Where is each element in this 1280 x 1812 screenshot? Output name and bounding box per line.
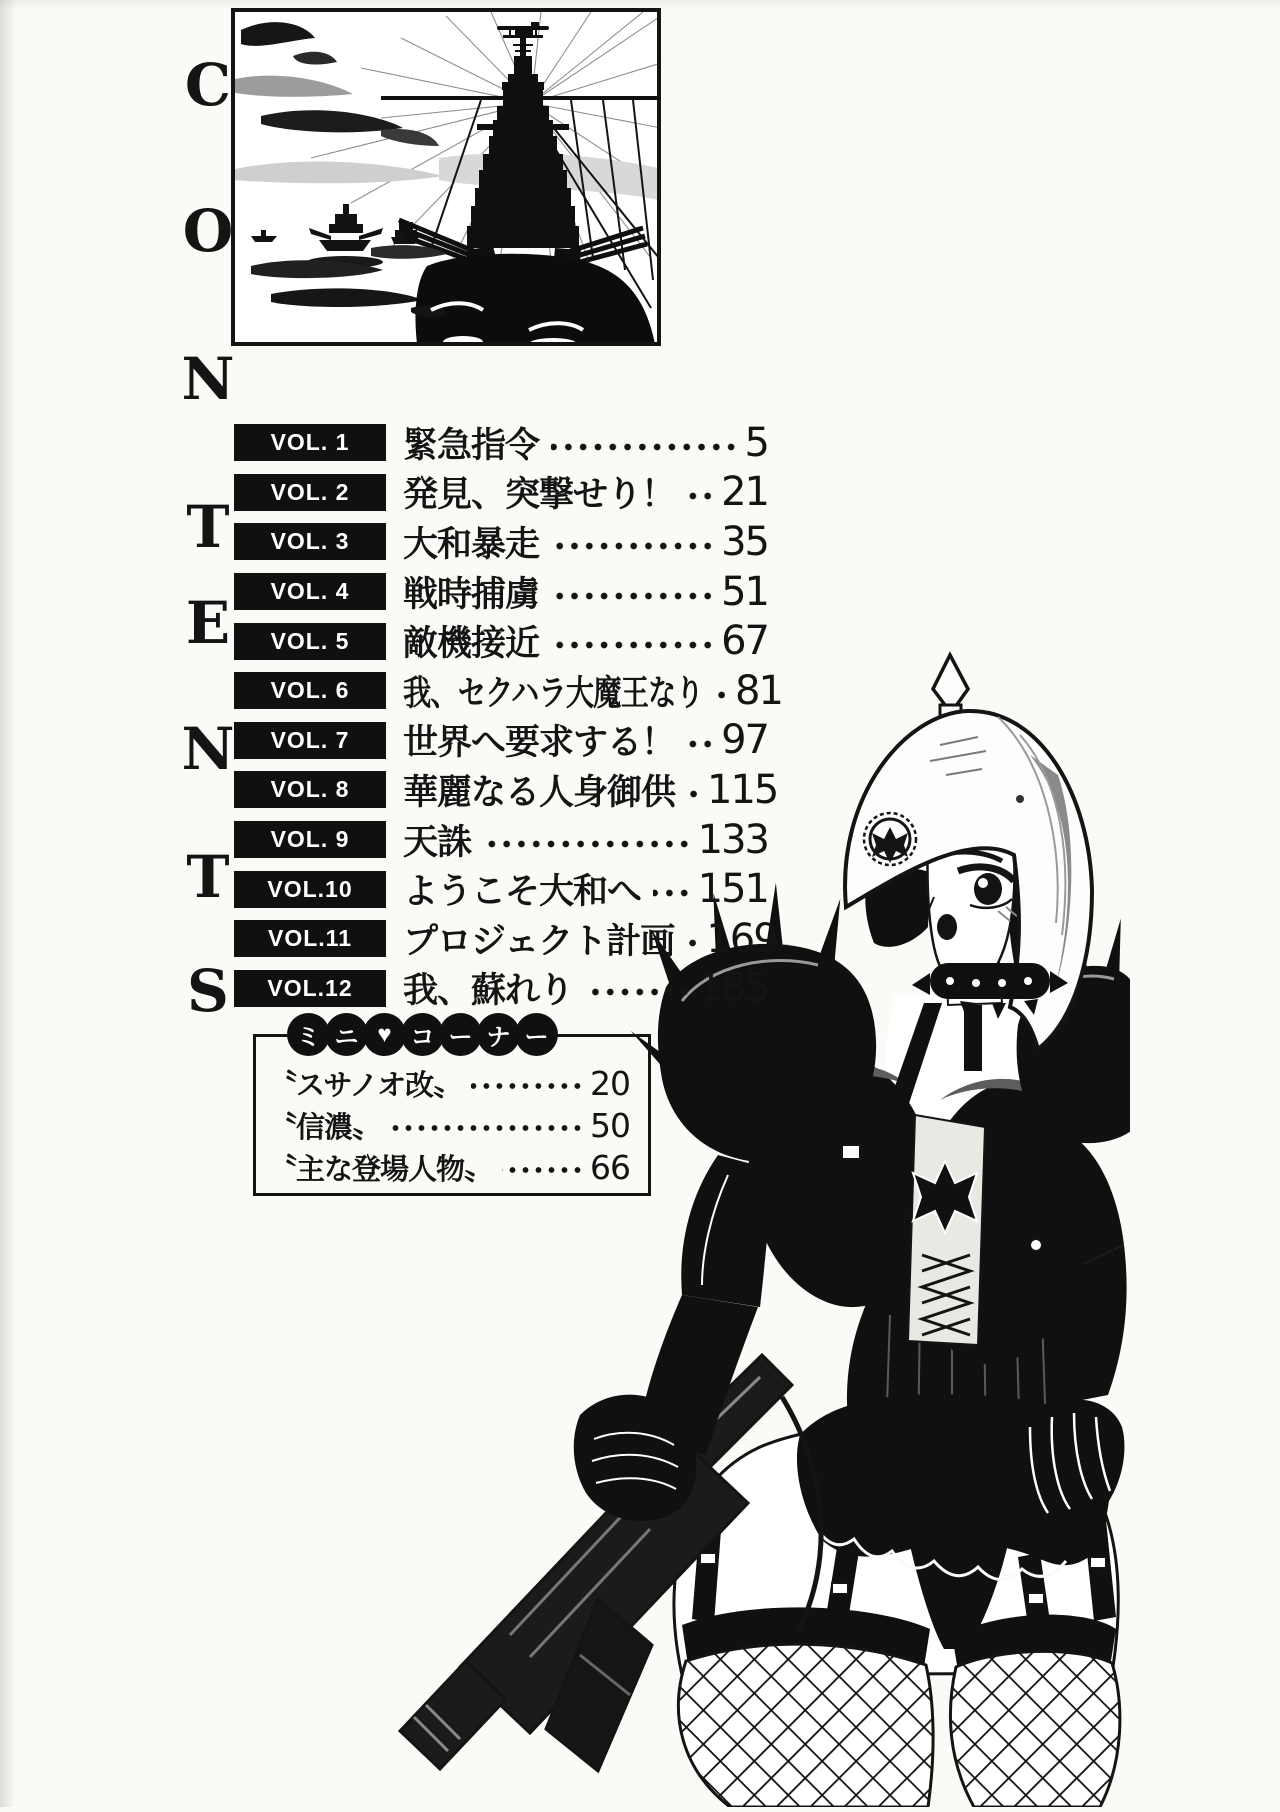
chapter-title: 天誅: [403, 822, 472, 862]
chapter-row: [234, 418, 768, 468]
chapter-title: 華麗なる人身御供: [403, 772, 676, 812]
chapter-page-number: 21: [721, 469, 768, 516]
leader-dots: [551, 592, 715, 600]
chapter-title: 我、セクハラ大魔王なり: [403, 673, 703, 713]
volume-badge: VOL. 6: [234, 672, 386, 709]
mini-corner-row: [268, 1104, 630, 1146]
leader-dots: [551, 443, 739, 451]
leader-dots: [483, 840, 692, 848]
chapter-title: 緊急指令: [403, 425, 540, 465]
leader-dots: [715, 691, 729, 699]
mini-corner-header-char: コ: [401, 1013, 444, 1056]
chapter-row: [234, 616, 768, 666]
chapter-row: [234, 666, 782, 716]
volume-badge: VOL.10: [234, 871, 386, 908]
battleship-illustration: [231, 8, 661, 346]
chapter-page-number: 115: [707, 766, 778, 813]
mini-corner-header-char: ミ: [287, 1013, 330, 1056]
leader-dots: [551, 542, 715, 550]
chapter-row: [234, 914, 777, 964]
volume-badge: VOL. 3: [234, 523, 386, 560]
chapter-page-number: 35: [721, 518, 768, 565]
mini-corner-header-char: ー: [439, 1013, 482, 1056]
chapter-title: 我、蘇れり: [403, 971, 574, 1011]
chapter-page-number: 133: [697, 816, 768, 863]
chapter-row: [234, 864, 768, 914]
eye-iris: [974, 873, 1002, 905]
leader-dots: [653, 889, 692, 897]
fishnet-stockings: [678, 1644, 1119, 1807]
vertical-title-letter: T: [186, 843, 230, 911]
chapter-row: [234, 765, 778, 815]
vertical-title-letter: E: [185, 589, 231, 657]
chapter-title: 敵機接近: [403, 624, 540, 664]
vertical-title-letter: O: [182, 197, 234, 265]
chapter-list: [234, 418, 782, 1013]
volume-badge: VOL.11: [234, 920, 386, 957]
chapter-page-number: 81: [735, 667, 782, 714]
volume-badge: VOL. 5: [234, 623, 386, 660]
mini-corner-page-number: 66: [590, 1147, 630, 1187]
vertical-title-letter: S: [187, 957, 229, 1025]
chapter-title: 戦時捕虜: [403, 574, 540, 614]
vertical-title-letter: C: [184, 51, 232, 119]
mini-corner-title: 〝スサノオ改〟: [268, 1069, 462, 1102]
chapter-row: [234, 517, 768, 567]
chapter-page-number: 5: [744, 419, 768, 466]
chapter-title: 大和暴走: [403, 524, 540, 564]
leader-dots: [585, 988, 692, 996]
volume-badge: VOL. 4: [234, 573, 386, 610]
leader-dots: [687, 492, 715, 500]
mini-corner-title: 〝主な登場人物〟: [268, 1153, 493, 1186]
leader-dots: [551, 641, 715, 649]
volume-badge: VOL. 2: [234, 474, 386, 511]
vertical-title-letter: T: [186, 493, 230, 561]
chapter-row: [234, 815, 768, 865]
chapter-title: プロジェクト計画: [403, 921, 675, 961]
heart-icon: ♥: [363, 1013, 406, 1056]
volume-badge: VOL. 8: [234, 771, 386, 808]
mini-corner-header-char: ー: [515, 1013, 558, 1056]
leader-dots: [687, 740, 715, 748]
chapter-page-number: 169: [706, 915, 777, 962]
mini-corner-header-char: ナ: [477, 1013, 520, 1056]
chapter-row: [234, 716, 768, 766]
chapter-title: 発見、突撃せり！: [403, 475, 676, 515]
leader-dots: [471, 1083, 584, 1089]
mini-corner-header-char: ニ: [325, 1013, 368, 1056]
volume-badge: VOL. 1: [234, 424, 386, 461]
volume-badge: VOL. 7: [234, 722, 386, 759]
volume-badge: VOL. 9: [234, 821, 386, 858]
leader-dots: [686, 939, 700, 947]
mouth: [937, 914, 957, 940]
chapter-page-number: 51: [721, 568, 768, 615]
mini-corner-row: [268, 1146, 630, 1188]
chapter-row: [234, 964, 768, 1014]
leader-dots: [687, 790, 701, 798]
vertical-title-letter: N: [181, 715, 235, 783]
chapter-title: 世界へ要求する！: [403, 723, 676, 763]
mini-corner-page-number: 50: [590, 1105, 630, 1145]
mini-corner-title: 〝信濃〟: [268, 1111, 381, 1144]
mini-corner-header: [292, 1013, 558, 1056]
volume-badge: VOL.12: [234, 970, 386, 1007]
vertical-title-letter: N: [181, 345, 235, 413]
chapter-page-number: 97: [721, 717, 768, 764]
chapter-row: [234, 468, 768, 518]
chapter-page-number: 67: [721, 618, 768, 665]
chapter-page-number: 185: [697, 965, 768, 1012]
leader-dots: [502, 1167, 584, 1173]
mini-corner-page-number: 20: [590, 1063, 630, 1103]
mini-corner-row: [268, 1062, 630, 1104]
mini-corner-list: [268, 1062, 630, 1188]
leader-dots: [390, 1125, 584, 1131]
chapter-title: ようこそ大和へ: [403, 872, 642, 912]
chapter-page-number: 151: [697, 866, 768, 913]
chapter-row: [234, 567, 768, 617]
